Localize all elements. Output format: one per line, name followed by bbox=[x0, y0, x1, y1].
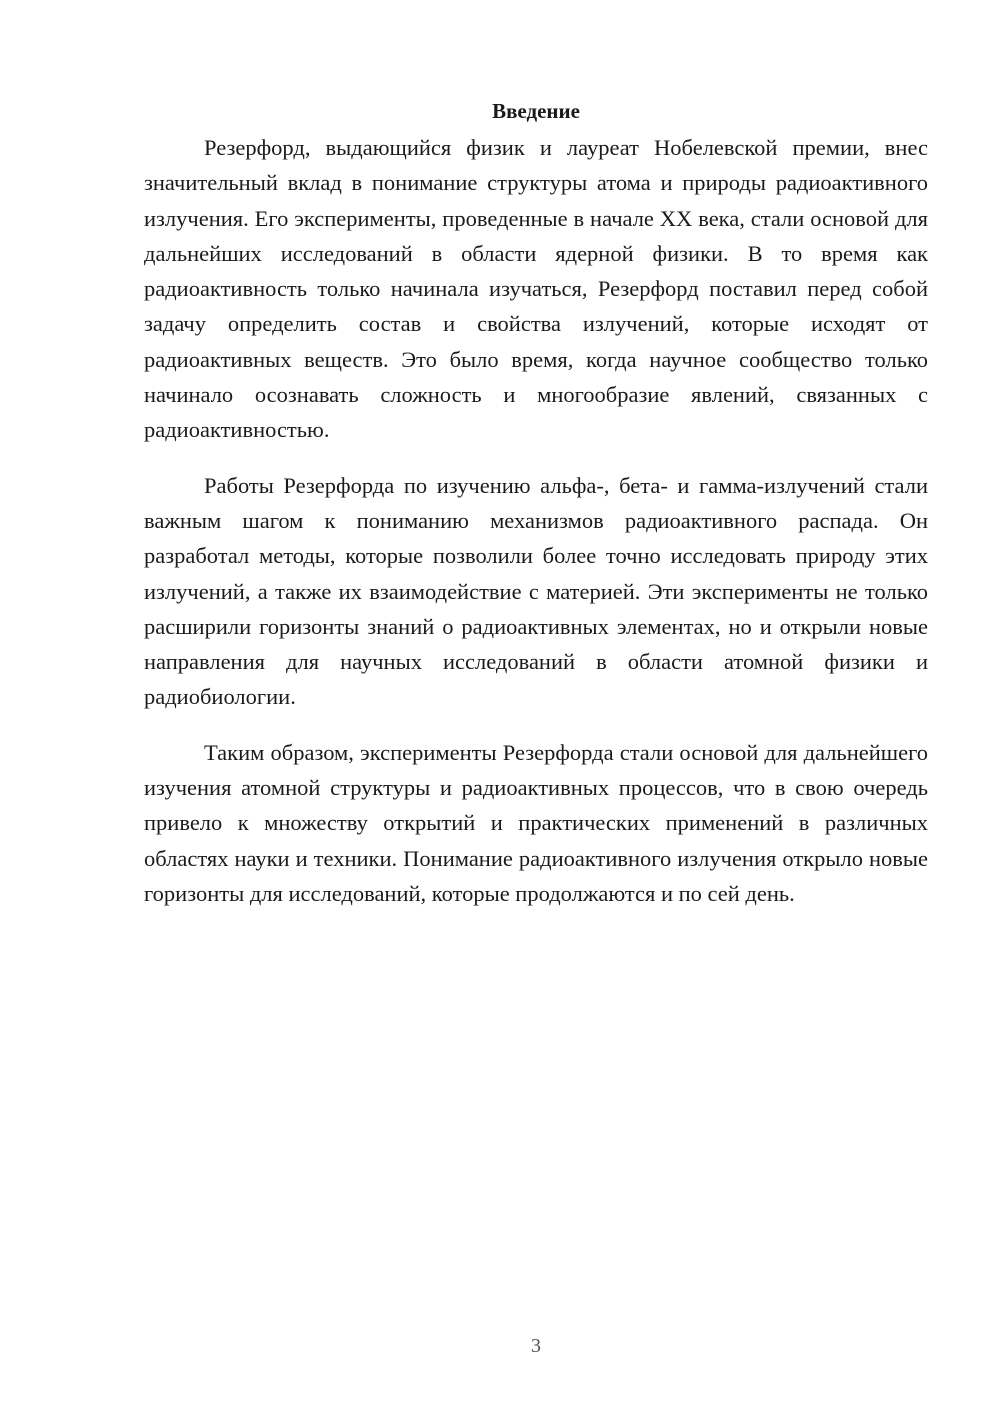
page-content bbox=[144, 96, 928, 931]
paragraph-3: Таким образом, эксперименты Резерфорда стали основой для дальнейшего изучения атомной структуры и радиоактивных процессов, что в свою очередь привело к множеству открытий и практических применений в различных областях науки и техники. Понимание радиоактивного излучения открыло новые горизонты для исследований, которые продолжаются и по сей день. bbox=[144, 739, 928, 906]
page-number: 3 bbox=[531, 1335, 541, 1357]
paragraph-2: Работы Резерфорда по изучению альфа-, бета- и гамма-излучений стали важным шагом к пониманию механизмов радиоактивного распада. Он разработал методы, которые позволили более точно исследовать природу этих излучений, а также их взаимодействие с материей. Эти эксперименты не только расширили горизонты знаний о радиоактивных элементах, но и открыли новые направления для научных исследований в области атомной физики и радиобиологии. bbox=[144, 472, 928, 710]
paragraph-1: Резерфорд, выдающийся физик и лауреат Нобелевской премии, внес значительный вклад в понимание структуры атома и природы радиоактивного излучения. Его эксперименты, проведенные в начале XX века, стали основой для дальнейших исследований в области ядерной физики. В то время как радиоактивность только начинала изучаться, Резерфорд поставил перед собой задачу определить состав и свойства излучений, которые исходят от радиоактивных веществ. Это было время, когда научное сообщество только начинало осознавать сложность и многообразие явлений, связанных с радиоактивностью. bbox=[144, 135, 928, 443]
section-heading: Введение bbox=[492, 99, 580, 123]
